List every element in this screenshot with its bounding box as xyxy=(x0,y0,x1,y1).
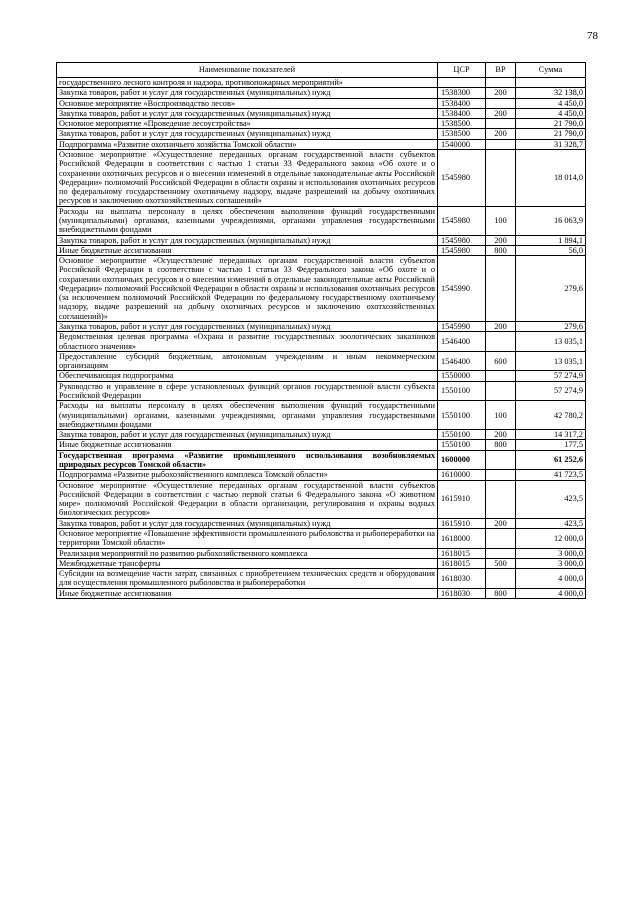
cell-csr: 1538500 xyxy=(438,119,486,129)
cell-vr: 200 xyxy=(486,129,516,139)
cell-csr xyxy=(438,78,486,88)
header-vr: ВР xyxy=(486,63,516,78)
cell-name: Закупка товаров, работ и услуг для государственных (муниципальных) нужд xyxy=(57,88,438,98)
cell-csr: 1538400 xyxy=(438,98,486,108)
cell-vr xyxy=(486,371,516,381)
cell-csr: 1618015 xyxy=(438,548,486,558)
cell-sum: 31 328,7 xyxy=(516,139,586,149)
table-body xyxy=(57,78,586,599)
cell-name: Закупка товаров, работ и услуг для государственных (муниципальных) нужд xyxy=(57,322,438,332)
table-row xyxy=(57,332,586,352)
cell-vr xyxy=(486,381,516,401)
cell-name: Реализация мероприятий по развитию рыбохозяйственного комплекса xyxy=(57,548,438,558)
cell-csr: 1540000 xyxy=(438,139,486,149)
cell-csr: 1615910 xyxy=(438,518,486,528)
table-row xyxy=(57,518,586,528)
table-row xyxy=(57,139,586,149)
cell-csr: 1618030 xyxy=(438,569,486,589)
cell-sum: 18 014,0 xyxy=(516,149,586,206)
cell-vr: 200 xyxy=(486,235,516,245)
cell-vr: 800 xyxy=(486,588,516,598)
cell-vr xyxy=(486,470,516,480)
table-row xyxy=(57,108,586,118)
table-row xyxy=(57,206,586,235)
cell-sum: 13 035,1 xyxy=(516,332,586,352)
cell-name: Закупка товаров, работ и услуг для государственных (муниципальных) нужд xyxy=(57,108,438,118)
table-row xyxy=(57,558,586,568)
cell-name: Основное мероприятие «Осуществление переданных органам государственной власти субъектов Российской Федерации в соответствии с частью 1 статьи 33 Федерального закона «Об охоте и о сохранении охотничьих ресурсов и о внесении изменений в отдельные законодательные акты Российской Федерации» полномочий Российской Федерации в области охраны и использования охотничьих ресурсов (за исключением полномочий Российской Федерации по федеральному государственному охотничьему надзору, выдаче разрешений на добычу охотничьих ресурсов и заключению охотхозяйственных соглашений)» xyxy=(57,256,438,322)
cell-name: Предоставление субсидий бюджетным, автономным учреждениям и иным некоммерческим организациям xyxy=(57,351,438,371)
cell-vr xyxy=(486,78,516,88)
table-row xyxy=(57,235,586,245)
cell-sum: 42 780,2 xyxy=(516,401,586,430)
cell-sum: 4 000,0 xyxy=(516,569,586,589)
cell-sum: 4 450,0 xyxy=(516,108,586,118)
cell-sum: 13 035,1 xyxy=(516,351,586,371)
cell-csr: 1538300 xyxy=(438,88,486,98)
cell-name: Расходы на выплаты персоналу в целях обеспечения выполнения функций государственными (муниципальными) органами, казенными учреждениями, органами управления государственными внебюджетными фондами xyxy=(57,401,438,430)
cell-sum: 12 000,0 xyxy=(516,528,586,548)
cell-vr: 200 xyxy=(486,88,516,98)
cell-csr: 1546400 xyxy=(438,332,486,352)
table-row xyxy=(57,381,586,401)
cell-csr: 1618015 xyxy=(438,558,486,568)
cell-vr: 100 xyxy=(486,401,516,430)
cell-name: Основное мероприятие «Проведение лесоустройства» xyxy=(57,119,438,129)
cell-csr: 1618000 xyxy=(438,528,486,548)
table-row xyxy=(57,548,586,558)
cell-csr: 1545980 xyxy=(438,235,486,245)
table-row xyxy=(57,119,586,129)
cell-vr xyxy=(486,528,516,548)
table-row xyxy=(57,401,586,430)
cell-name: Закупка товаров, работ и услуг для государственных (муниципальных) нужд xyxy=(57,235,438,245)
table-row xyxy=(57,149,586,206)
cell-name: Субсидии на возмещение части затрат, связанных с приобретением технических средств и оборудования для осуществления промышленного рыболовства и рыбопереработки xyxy=(57,569,438,589)
table-row xyxy=(57,129,586,139)
table-row xyxy=(57,588,586,598)
table-row xyxy=(57,78,586,88)
header-csr: ЦСР xyxy=(438,63,486,78)
cell-csr: 1545990 xyxy=(438,256,486,322)
cell-name: Основное мероприятие «Осуществление переданных органам государственной власти субъектов Российской Федерации в соответствии с частью 1 статьи 33 Федерального закона «Об охоте и о сохранении охотничьих ресурсов и о внесении изменений в отдельные законодательные акты Российской Федерации» полномочий Российской Федерации в области охраны и использования охотничьих ресурсов по федеральному государственному охотничьему надзору, выдаче разрешений на добычу охотничьих ресурсов и заключению охотхозяйственных соглашений» xyxy=(57,149,438,206)
cell-vr: 200 xyxy=(486,108,516,118)
cell-vr: 500 xyxy=(486,558,516,568)
cell-vr: 200 xyxy=(486,430,516,440)
cell-vr xyxy=(486,119,516,129)
cell-csr: 1545990 xyxy=(438,322,486,332)
cell-sum: 279,6 xyxy=(516,322,586,332)
cell-vr xyxy=(486,480,516,518)
cell-csr: 1550000 xyxy=(438,371,486,381)
cell-csr: 1538400 xyxy=(438,108,486,118)
cell-vr: 200 xyxy=(486,518,516,528)
cell-name: Подпрограмма «Развитие рыбохозяйственного комплекса Томской области» xyxy=(57,470,438,480)
cell-name: Расходы на выплаты персоналу в целях обеспечения выполнения функций государственными (муниципальными) органами, казенными учреждениями, органами управления государственными внебюджетными фондами xyxy=(57,206,438,235)
cell-vr xyxy=(486,332,516,352)
table-row xyxy=(57,256,586,322)
cell-name: государственного лесного контроля и надзора, противопожарных мероприятий» xyxy=(57,78,438,88)
cell-vr: 600 xyxy=(486,351,516,371)
table-row xyxy=(57,450,586,470)
cell-vr: 200 xyxy=(486,322,516,332)
cell-vr xyxy=(486,548,516,558)
cell-sum: 1 894,1 xyxy=(516,235,586,245)
cell-csr: 1546400 xyxy=(438,351,486,371)
cell-csr: 1550100 xyxy=(438,381,486,401)
cell-vr xyxy=(486,98,516,108)
cell-sum: 3 000,0 xyxy=(516,558,586,568)
table-row xyxy=(57,430,586,440)
table-row xyxy=(57,351,586,371)
table-row xyxy=(57,470,586,480)
cell-name: Обеспечивающая подпрограмма xyxy=(57,371,438,381)
cell-csr: 1545980 xyxy=(438,206,486,235)
cell-csr: 1550100 xyxy=(438,430,486,440)
cell-sum: 56,0 xyxy=(516,245,586,255)
cell-name: Закупка товаров, работ и услуг для государственных (муниципальных) нужд xyxy=(57,518,438,528)
cell-name: Ведомственная целевая программа «Охрана и развитие государственных зоологических заказников областного значения» xyxy=(57,332,438,352)
cell-vr xyxy=(486,569,516,589)
cell-name: Закупка товаров, работ и услуг для государственных (муниципальных) нужд xyxy=(57,129,438,139)
table-row xyxy=(57,480,586,518)
cell-name: Межбюджетные трансферты xyxy=(57,558,438,568)
table-row xyxy=(57,322,586,332)
cell-vr xyxy=(486,450,516,470)
table-row xyxy=(57,245,586,255)
cell-csr: 1600000 xyxy=(438,450,486,470)
cell-name: Руководство и управление в сфере установленных функций органов государственной власти субъекта Российской Федерации xyxy=(57,381,438,401)
table-row xyxy=(57,98,586,108)
cell-vr xyxy=(486,139,516,149)
cell-name: Основное мероприятие «Воспроизводство лесов» xyxy=(57,98,438,108)
cell-sum: 41 723,5 xyxy=(516,470,586,480)
cell-name: Иные бюджетные ассигнования xyxy=(57,588,438,598)
budget-table xyxy=(56,62,586,599)
cell-sum: 423,5 xyxy=(516,518,586,528)
cell-sum: 4 450,0 xyxy=(516,98,586,108)
cell-csr: 1550100 xyxy=(438,401,486,430)
cell-csr: 1550100 xyxy=(438,440,486,450)
cell-name: Подпрограмма «Развитие охотничьего хозяйства Томской области» xyxy=(57,139,438,149)
cell-vr: 800 xyxy=(486,245,516,255)
cell-sum: 14 317,2 xyxy=(516,430,586,440)
cell-csr: 1545980 xyxy=(438,245,486,255)
cell-sum: 57 274,9 xyxy=(516,371,586,381)
cell-sum: 3 000,0 xyxy=(516,548,586,558)
header-sum: Сумма xyxy=(516,63,586,78)
cell-vr: 100 xyxy=(486,206,516,235)
cell-sum: 177,5 xyxy=(516,440,586,450)
cell-sum: 32 138,0 xyxy=(516,88,586,98)
table-row xyxy=(57,371,586,381)
cell-csr: 1545980 xyxy=(438,149,486,206)
cell-csr: 1618030 xyxy=(438,588,486,598)
cell-csr: 1538500 xyxy=(438,129,486,139)
cell-vr xyxy=(486,256,516,322)
cell-sum: 57 274,9 xyxy=(516,381,586,401)
page-number: 78 xyxy=(587,30,598,42)
table-row xyxy=(57,440,586,450)
cell-sum: 423,5 xyxy=(516,480,586,518)
cell-sum: 16 063,9 xyxy=(516,206,586,235)
cell-name: Основное мероприятие «Повышение эффективности промышленного рыболовства и рыбопереработки на территории Томской области» xyxy=(57,528,438,548)
cell-sum: 61 252,6 xyxy=(516,450,586,470)
table-row xyxy=(57,569,586,589)
cell-sum: 279,6 xyxy=(516,256,586,322)
cell-name: Закупка товаров, работ и услуг для государственных (муниципальных) нужд xyxy=(57,430,438,440)
cell-sum xyxy=(516,78,586,88)
table-row xyxy=(57,528,586,548)
cell-name: Основное мероприятие «Осуществление переданных органам государственной власти субъектов Российской Федерации в соответствии с частью первой статьи 6 Федерального закона «О животном мире» полномочий Российской Федерации в области организации, регулирования и охраны водных биологических ресурсов» xyxy=(57,480,438,518)
cell-vr: 800 xyxy=(486,440,516,450)
cell-sum: 4 000,0 xyxy=(516,588,586,598)
cell-name: Иные бюджетные ассигнования xyxy=(57,245,438,255)
cell-name: Государственная программа «Развитие промышленного использования возобновляемых природных ресурсов Томской области» xyxy=(57,450,438,470)
cell-sum: 21 790,0 xyxy=(516,129,586,139)
cell-csr: 1610000 xyxy=(438,470,486,480)
header-name: Наименование показателей xyxy=(57,63,438,78)
table-row xyxy=(57,88,586,98)
cell-name: Иные бюджетные ассигнования xyxy=(57,440,438,450)
cell-vr xyxy=(486,149,516,206)
cell-sum: 21 790,0 xyxy=(516,119,586,129)
cell-csr: 1615910 xyxy=(438,480,486,518)
table-header-row xyxy=(57,63,586,78)
